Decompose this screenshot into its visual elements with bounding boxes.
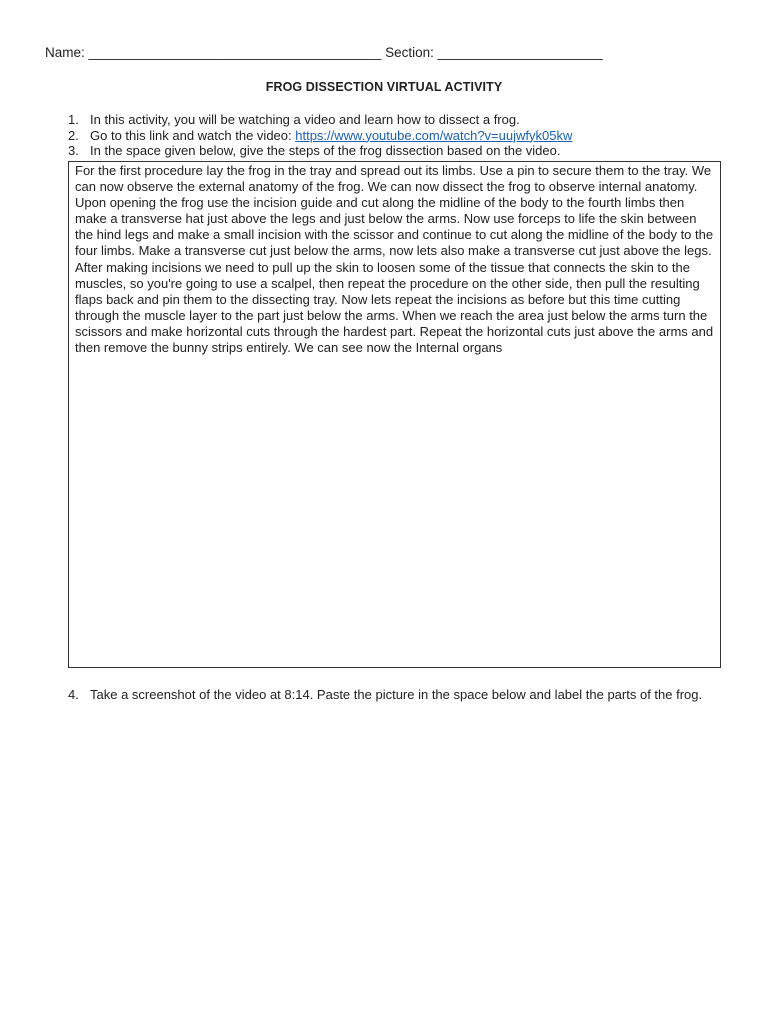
instruction-list bbox=[68, 112, 728, 159]
list-item-text: Take a screenshot of the video at 8:14. Paste the picture in the space below and label the parts of the frog. bbox=[90, 687, 703, 702]
list-item-text: Go to this link and watch the video: bbox=[90, 127, 296, 143]
list-item-text: In the space given below, give the steps of the frog dissection based on the video. bbox=[90, 143, 561, 158]
list-item bbox=[68, 112, 728, 128]
answer-text-box[interactable]: For the first procedure lay the frog in the tray and spread out its limbs. Use a pin to secure them to the tray. We can now observe the external anatomy of the frog. We can now dissect the frog to observe internal anatomy. Upon opening the frog use the incision guide and cut along the midline of the body to the fourth limbs then make a transverse hat just above the legs and just below the arms. Now use forceps to life the skin between the hind legs and make a small incision with the scissor and continue to cut along the midline of the body to the four limbs. Make a transverse cut just below the arms, now lets also make a transverse cut just above the legs. After making incisions we need to pull up the skin to loosen some of the tissue that connects the skin to the muscles, so you're going to use a scalpel, then repeat the procedure on the other side, then pull the resulting flaps back and pin them to the dissecting tray. Now lets repeat the incisions as before but this time cutting through the muscle layer to the part just below the arms. When we reach the area just below the arms turn the scissors and make horizontal cuts through the hardest part. Repeat the horizontal cuts just above the arms and then remove the bunny strips entirely. We can see now the Internal organs bbox=[68, 161, 721, 668]
list-number: 1. bbox=[68, 112, 79, 127]
video-link[interactable]: https://www.youtube.com/watch?v=uujwfyk05kw bbox=[295, 127, 573, 143]
list-number: 2. bbox=[68, 127, 79, 143]
list-item bbox=[68, 686, 728, 703]
list-item bbox=[68, 128, 728, 144]
list-number: 3. bbox=[68, 143, 79, 158]
list-item-text: In this activity, you will be watching a video and learn how to dissect a frog. bbox=[90, 112, 520, 127]
name-section-line: Name: _______________________________________ Section: ______________________ bbox=[45, 45, 603, 60]
page-title: FROG DISSECTION VIRTUAL ACTIVITY bbox=[265, 80, 503, 94]
list-item bbox=[68, 143, 728, 159]
list-number: 4. bbox=[68, 687, 79, 702]
